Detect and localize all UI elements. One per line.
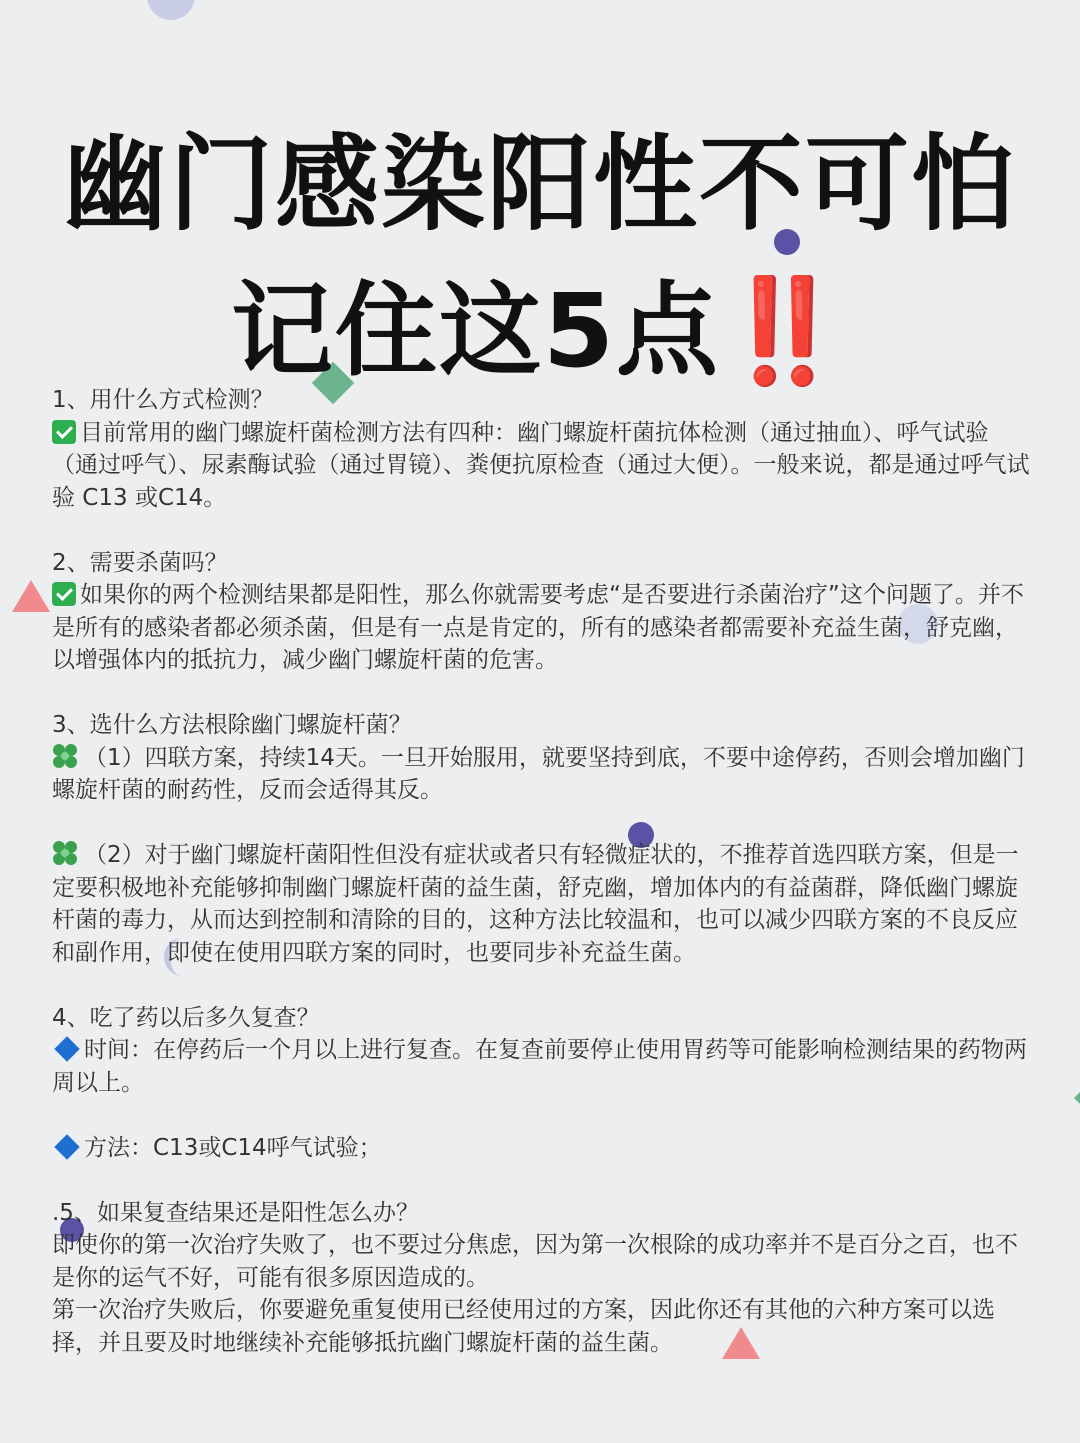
section-4-item-2-text: 方法：C13或C14呼气试验； — [84, 1134, 382, 1161]
blue-diamond-icon — [54, 1134, 79, 1159]
four-leaf-clover-icon — [52, 743, 78, 769]
section-1-body — [52, 417, 1030, 515]
section-3-item-1-text: （1）四联方案，持续14天。一旦开始服用，就要坚持到底，不要中途停药，否则会增加幽门螺旋杆菌的耐药性，反而会适得其反。 — [52, 744, 1025, 803]
section-2-heading: 2、需要杀菌吗？ — [52, 549, 228, 576]
section-3-item-2-text: （2）对于幽门螺旋杆菌阳性但没有症状或者只有轻微症状的，不推荐首选四联方案，但是一定要积极地补充能够抑制幽门螺旋杆菌的益生菌，舒克幽，增加体内的有益菌群，降低幽门螺旋杆菌的毒力，从而达到控制和清除的目的，这种方法比较温和，也可以减少四联方案的不良反应和副作用，即使在使用四联方案的同时，也要同步补充益生菌。 — [52, 842, 1019, 966]
page-title: 幽门感染阳性不可怕 — [62, 123, 1017, 245]
check-box-icon — [52, 582, 76, 606]
section-4-heading: 4、吃了药以后多久复查？ — [52, 1004, 320, 1031]
section-3-item-1 — [52, 742, 1030, 807]
section-5-paragraph-2: 第一次治疗失败后，你要避免重复使用已经使用过的方案，因此你还有其他的六种方案可以选择，并且要及时地继续补充能够抵抗幽门螺旋杆菌的益生菌。 — [52, 1297, 995, 1356]
section-1-text: 目前常用的幽门螺旋杆菌检测方法有四种：幽门螺旋杆菌抗体检测（通过抽血）、呼气试验（通过呼气）、尿素酶试验（通过胃镜）、粪便抗原检查（通过大便）。一般来说，都是通过呼气试验 C13 或C14。 — [52, 419, 1030, 511]
blue-diamond-icon — [54, 1036, 79, 1061]
section-5-heading: .5、如果复查结果还是阳性怎么办？ — [52, 1199, 419, 1226]
four-leaf-clover-icon — [52, 840, 78, 866]
section-1-heading: 1、用什么方式检测？ — [52, 387, 274, 413]
section-3-item-2 — [52, 839, 1030, 969]
decorative-triangle — [1074, 1092, 1080, 1104]
page-subtitle: 记住这5点‼️ — [231, 272, 849, 391]
section-3-heading: 3、选什么方法根除幽门螺旋杆菌？ — [52, 712, 412, 738]
section-5-paragraph-1: 即使你的第一次治疗失败了，也不要过分焦虑，因为第一次根除的成功率并不是百分之百，也不是你的运气不好，可能有很多原因造成的。 — [52, 1232, 1018, 1291]
section-2-text: 如果你的两个检测结果都是阳性，那么你就需要考虑“是否要进行杀菌治疗”这个问题了。并不是所有的感染者都必须杀菌，但是有一点是肯定的，所有的感染者都需要补充益生菌，舒克幽，以增强体内的抵抗力，减少幽门螺旋杆菌的危害。 — [52, 582, 1024, 673]
section-4-item-1-text: 时间：在停药后一个月以上进行复查。在复查前要停止使用胃药等可能影响检测结果的药物两周以上。 — [52, 1037, 1027, 1096]
check-box-icon — [52, 420, 76, 444]
section-4-item-1 — [52, 1034, 1030, 1099]
section-4-item-2 — [52, 1132, 1030, 1165]
decorative-circle — [147, 0, 195, 20]
article-body — [52, 384, 1030, 1359]
decorative-triangle — [12, 580, 50, 612]
section-2-body — [52, 579, 1030, 677]
